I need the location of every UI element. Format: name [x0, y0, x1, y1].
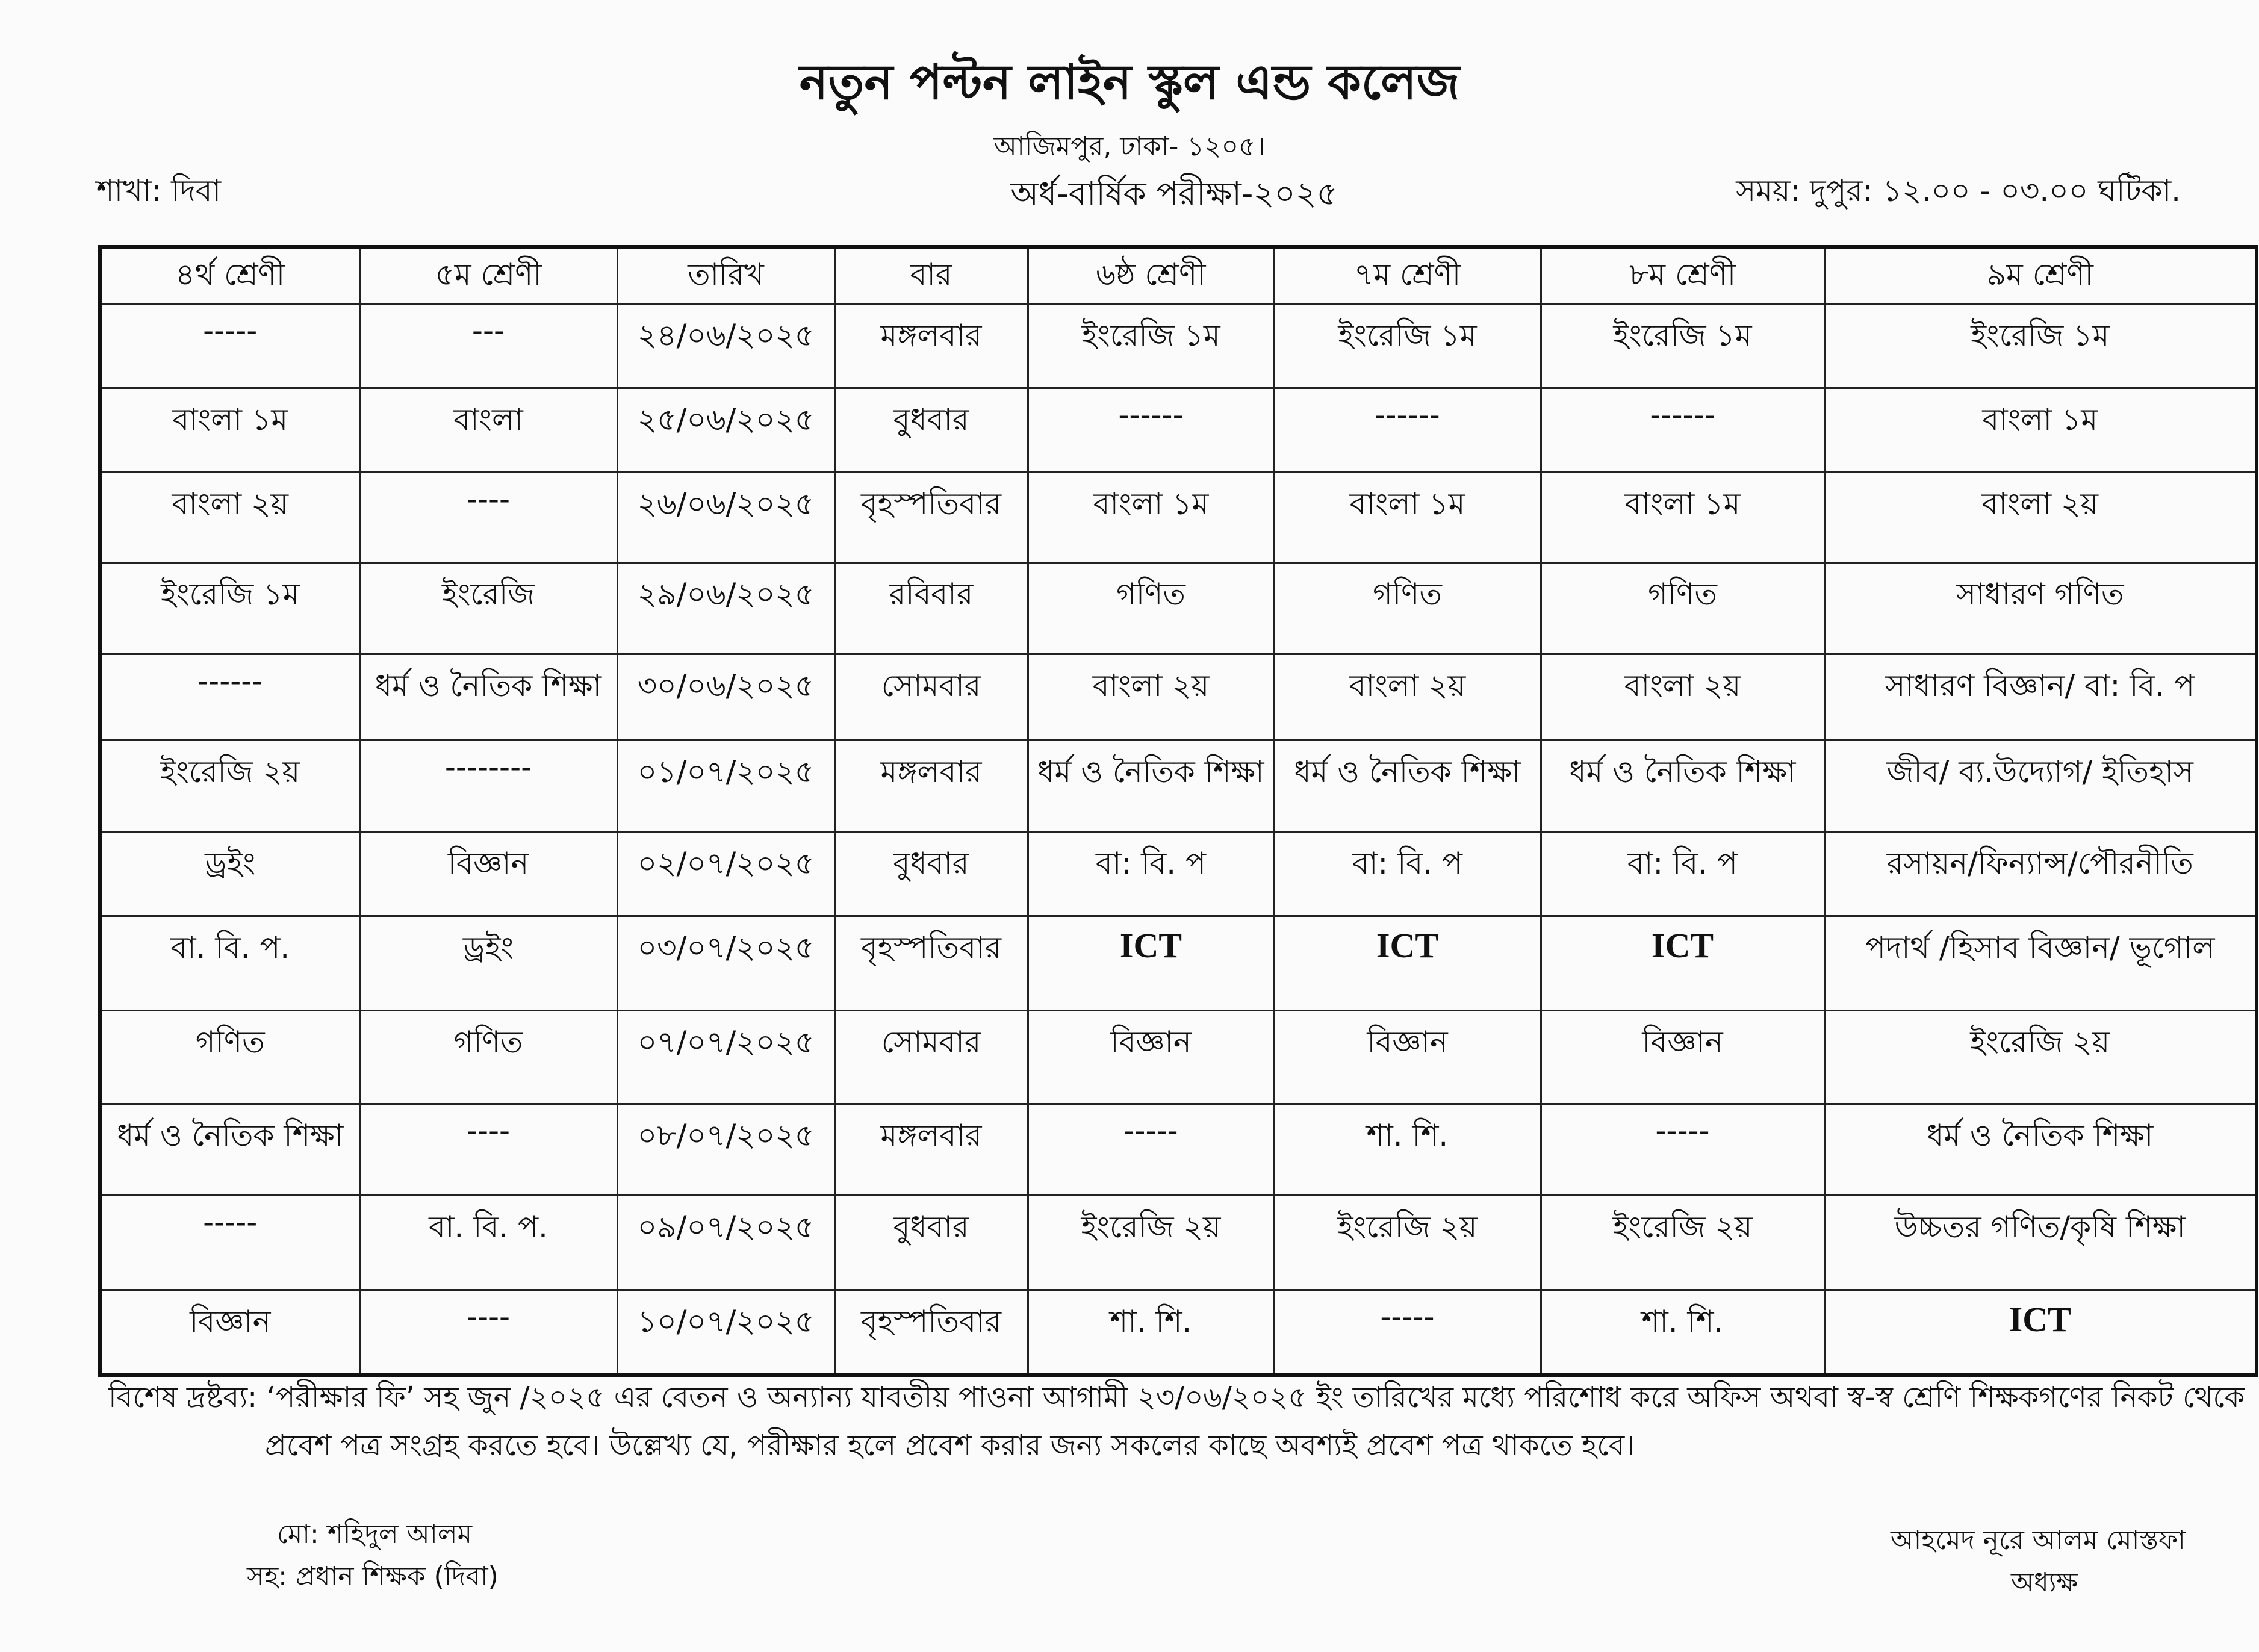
table-cell: ইংরেজি ২য় — [100, 741, 359, 832]
table-cell: ০২/০৭/২০২৫ — [617, 832, 834, 916]
table-cell: ----- — [100, 1196, 359, 1290]
table-cell: ১০/০৭/২০২৫ — [617, 1290, 834, 1376]
table-cell: বাংলা ১ম — [1028, 473, 1274, 563]
column-header: তারিখ — [617, 247, 834, 304]
column-header: ৫ম শ্রেণী — [359, 247, 617, 304]
table-cell: মঙ্গলবার — [834, 741, 1028, 832]
institution-address: আজিমপুর, ঢাকা- ১২০৫। — [993, 131, 1266, 162]
table-cell: ইংরেজি ২য় — [1541, 1196, 1824, 1290]
column-header: ৬ষ্ঠ শ্রেণী — [1028, 247, 1274, 304]
exam-routine-table — [98, 245, 2258, 1377]
table-cell: ইংরেজি ২য় — [1274, 1196, 1541, 1290]
table-cell: বা: বি. প — [1274, 832, 1541, 916]
table-cell: ০৭/০৭/২০২৫ — [617, 1011, 834, 1104]
table-cell: ০৩/০৭/২০২৫ — [617, 916, 834, 1011]
table-cell: ICT — [1824, 1290, 2257, 1376]
table-cell: ধর্ম ও নৈতিক শিক্ষা — [1028, 741, 1274, 832]
table-cell: ইংরেজি ১ম — [1028, 304, 1274, 388]
branch-label: শাখা: দিবা — [96, 173, 222, 208]
table-cell: ইংরেজি ১ম — [100, 563, 359, 654]
table-cell: বিজ্ঞান — [1028, 1011, 1274, 1104]
table-cell: বুধবার — [834, 388, 1028, 473]
table-cell: গণিত — [1541, 563, 1824, 654]
table-header-row — [100, 247, 2257, 304]
table-cell: ------ — [1028, 388, 1274, 473]
table-cell: মঙ্গলবার — [834, 1104, 1028, 1196]
table-cell: বিজ্ঞান — [359, 832, 617, 916]
table-cell: ICT — [1028, 916, 1274, 1011]
table-cell: বাংলা ১ম — [1274, 473, 1541, 563]
table-row — [100, 916, 2257, 1011]
table-row — [100, 1011, 2257, 1104]
table-cell: বুধবার — [834, 832, 1028, 916]
table-row — [100, 1196, 2257, 1290]
column-header: ৯ম শ্রেণী — [1824, 247, 2257, 304]
special-note-line-2: প্রবেশ পত্র সংগ্রহ করতে হবে। উল্লেখ্য যে, পরীক্ষার হলে প্রবেশ করার জন্য সকলের কাছে অবশ্যই প্রবেশ পত্র থাকতে হবে। — [265, 1429, 1635, 1462]
table-cell: বা: বি. প — [1541, 832, 1824, 916]
table-cell: গণিত — [1274, 563, 1541, 654]
table-cell: ২৯/০৬/২০২৫ — [617, 563, 834, 654]
table-cell: ৩০/০৬/২০২৫ — [617, 654, 834, 741]
table-cell: বাংলা — [359, 388, 617, 473]
table-cell: ধর্ম ও নৈতিক শিক্ষা — [1274, 741, 1541, 832]
table-cell: ধর্ম ও নৈতিক শিক্ষা — [1824, 1104, 2257, 1196]
table-cell: বা: বি. প — [1028, 832, 1274, 916]
table-cell: ধর্ম ও নৈতিক শিক্ষা — [100, 1104, 359, 1196]
table-cell: ধর্ম ও নৈতিক শিক্ষা — [1541, 741, 1824, 832]
table-cell: বৃহস্পতিবার — [834, 1290, 1028, 1376]
table-cell: ০১/০৭/২০২৫ — [617, 741, 834, 832]
table-cell: বৃহস্পতিবার — [834, 916, 1028, 1011]
table-cell: ---- — [359, 1290, 617, 1376]
table-cell: বিজ্ঞান — [1274, 1011, 1541, 1104]
table-cell: ICT — [1274, 916, 1541, 1011]
table-cell: ২৫/০৬/২০২৫ — [617, 388, 834, 473]
table-cell: সোমবার — [834, 1011, 1028, 1104]
table-row — [100, 563, 2257, 654]
table-cell: ইংরেজি ২য় — [1028, 1196, 1274, 1290]
table-cell: ধর্ম ও নৈতিক শিক্ষা — [359, 654, 617, 741]
assistant-head-name: মো: শহিদুল আলম — [277, 1519, 473, 1550]
exam-title: অর্ধ-বার্ষিক পরীক্ষা-২০২৫ — [1010, 175, 1338, 213]
table-cell: পদার্থ /হিসাব বিজ্ঞান/ ভূগোল — [1824, 916, 2257, 1011]
table-cell: বাংলা ২য় — [1028, 654, 1274, 741]
table-cell: ---- — [359, 1104, 617, 1196]
table-cell: ----- — [1274, 1290, 1541, 1376]
table-cell: উচ্চতর গণিত/কৃষি শিক্ষা — [1824, 1196, 2257, 1290]
table-cell: বাংলা ১ম — [100, 388, 359, 473]
column-header: ৭ম শ্রেণী — [1274, 247, 1541, 304]
column-header: ৪র্থ শ্রেণী — [100, 247, 359, 304]
table-cell: ২৪/০৬/২০২৫ — [617, 304, 834, 388]
institution-name: নতুন পল্টন লাইন স্কুল এন্ড কলেজ — [799, 54, 1460, 110]
table-cell: ------ — [1541, 388, 1824, 473]
table-cell: বাংলা ১ম — [1541, 473, 1824, 563]
table-cell: জীব/ ব্য.উদ্যোগ/ ইতিহাস — [1824, 741, 2257, 832]
column-header: বার — [834, 247, 1028, 304]
table-row — [100, 1290, 2257, 1376]
table-cell: গণিত — [100, 1011, 359, 1104]
table-cell: ২৬/০৬/২০২৫ — [617, 473, 834, 563]
table-cell: শা. শি. — [1274, 1104, 1541, 1196]
table-cell: বিজ্ঞান — [100, 1290, 359, 1376]
table-cell: বা. বি. প. — [359, 1196, 617, 1290]
column-header: ৮ম শ্রেণী — [1541, 247, 1824, 304]
table-cell: বা. বি. প. — [100, 916, 359, 1011]
table-cell: গণিত — [1028, 563, 1274, 654]
table-cell: ICT — [1541, 916, 1824, 1011]
table-cell: ইংরেজি ১ম — [1274, 304, 1541, 388]
assistant-head-title: সহ: প্রধান শিক্ষক (দিবা) — [247, 1561, 499, 1592]
table-cell: বুধবার — [834, 1196, 1028, 1290]
table-cell: ---- — [359, 473, 617, 563]
table-cell: সাধারণ গণিত — [1824, 563, 2257, 654]
table-cell: শা. শি. — [1028, 1290, 1274, 1376]
table-cell: বিজ্ঞান — [1541, 1011, 1824, 1104]
table-cell: ইংরেজি — [359, 563, 617, 654]
table-row — [100, 388, 2257, 473]
table-cell: ০৯/০৭/২০২৫ — [617, 1196, 834, 1290]
table-cell: ----- — [100, 304, 359, 388]
table-cell: সাধারণ বিজ্ঞান/ বা: বি. প — [1824, 654, 2257, 741]
table-cell: বাংলা ২য় — [1541, 654, 1824, 741]
special-note-line-1: বিশেষ দ্রষ্টব্য: ‘পরীক্ষার ফি’ সহ জুন /২০২৫ এর বেতন ও অন্যান্য যাবতীয় পাওনা আগামী ২৩/০৬/২০২৫ ইং তারিখের মধ্যে পরিশোধ করে অফিস অথবা স্ব-স্ব শ্রেণি শিক্ষকগণের নিকট থেকে — [108, 1380, 2245, 1414]
table-cell: বাংলা ২য় — [1824, 473, 2257, 563]
table-row — [100, 832, 2257, 916]
table-cell: ----- — [1541, 1104, 1824, 1196]
table-cell: বৃহস্পতিবার — [834, 473, 1028, 563]
table-cell: ------ — [100, 654, 359, 741]
table-row — [100, 654, 2257, 741]
table-row — [100, 473, 2257, 563]
table-row — [100, 304, 2257, 388]
table-cell: ------ — [1274, 388, 1541, 473]
table-cell: গণিত — [359, 1011, 617, 1104]
table-cell: শা. শি. — [1541, 1290, 1824, 1376]
table-cell: বাংলা ২য় — [1274, 654, 1541, 741]
principal-name: আহমেদ নূরে আলম মোস্তফা — [1891, 1525, 2186, 1556]
table-cell: বাংলা ১ম — [1824, 388, 2257, 473]
table-cell: ইংরেজি ১ম — [1541, 304, 1824, 388]
table-cell: ----- — [1028, 1104, 1274, 1196]
table-cell: ড্রইং — [359, 916, 617, 1011]
table-cell: ইংরেজি ২য় — [1824, 1011, 2257, 1104]
table-cell: রসায়ন/ফিন্যান্স/পৌরনীতি — [1824, 832, 2257, 916]
table-cell: মঙ্গলবার — [834, 304, 1028, 388]
table-cell: -------- — [359, 741, 617, 832]
table-cell: সোমবার — [834, 654, 1028, 741]
table-cell: রবিবার — [834, 563, 1028, 654]
table-row — [100, 741, 2257, 832]
table-cell: ড্রইং — [100, 832, 359, 916]
principal-title: অধ্যক্ষ — [2011, 1567, 2078, 1598]
table-cell: --- — [359, 304, 617, 388]
table-cell: ০৮/০৭/২০২৫ — [617, 1104, 834, 1196]
table-row — [100, 1104, 2257, 1196]
table-cell: ইংরেজি ১ম — [1824, 304, 2257, 388]
table-cell: বাংলা ২য় — [100, 473, 359, 563]
exam-time: সময়: দুপুর: ১২.০০ - ০৩.০০ ঘটিকা. — [1736, 173, 2181, 208]
